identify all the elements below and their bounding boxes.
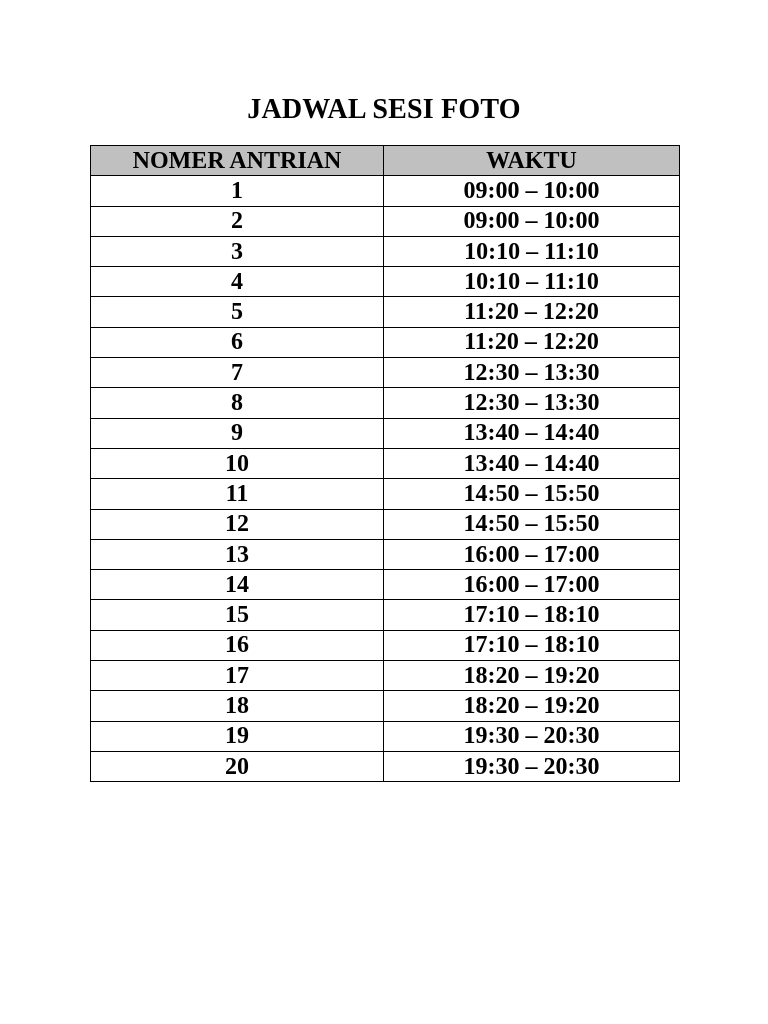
- table-row: [91, 751, 680, 781]
- time-slot-cell: 19:30 – 20:30: [384, 751, 680, 781]
- table-row: [91, 418, 680, 448]
- time-slot-cell: 14:50 – 15:50: [384, 509, 680, 539]
- table-row: [91, 206, 680, 236]
- table-row: [91, 327, 680, 357]
- table-row: [91, 509, 680, 539]
- table-row: [91, 267, 680, 297]
- time-slot-cell: 18:20 – 19:20: [384, 691, 680, 721]
- table-row: [91, 721, 680, 751]
- time-slot-cell: 11:20 – 12:20: [384, 297, 680, 327]
- queue-number-cell: 13: [91, 539, 384, 569]
- table-row: [91, 570, 680, 600]
- queue-number-cell: 16: [91, 630, 384, 660]
- time-slot-cell: 17:10 – 18:10: [384, 600, 680, 630]
- table-row: [91, 691, 680, 721]
- time-slot-cell: 13:40 – 14:40: [384, 418, 680, 448]
- queue-number-cell: 17: [91, 661, 384, 691]
- table-row: [91, 358, 680, 388]
- time-slot-cell: 11:20 – 12:20: [384, 327, 680, 357]
- time-slot-cell: 14:50 – 15:50: [384, 479, 680, 509]
- table-body: [91, 176, 680, 782]
- time-slot-cell: 09:00 – 10:00: [384, 176, 680, 206]
- table-row: [91, 539, 680, 569]
- queue-number-cell: 15: [91, 600, 384, 630]
- queue-number-cell: 6: [91, 327, 384, 357]
- queue-number-cell: 10: [91, 448, 384, 478]
- queue-number-cell: 20: [91, 751, 384, 781]
- queue-number-cell: 3: [91, 236, 384, 266]
- table-row: [91, 297, 680, 327]
- table-row: [91, 388, 680, 418]
- table-row: [91, 448, 680, 478]
- time-slot-cell: 12:30 – 13:30: [384, 388, 680, 418]
- time-slot-cell: 19:30 – 20:30: [384, 721, 680, 751]
- time-slot-cell: 16:00 – 17:00: [384, 539, 680, 569]
- queue-number-cell: 12: [91, 509, 384, 539]
- queue-number-cell: 11: [91, 479, 384, 509]
- table-row: [91, 600, 680, 630]
- queue-number-cell: 1: [91, 176, 384, 206]
- queue-number-cell: 14: [91, 570, 384, 600]
- queue-number-cell: 5: [91, 297, 384, 327]
- queue-number-cell: 2: [91, 206, 384, 236]
- time-slot-cell: 12:30 – 13:30: [384, 358, 680, 388]
- table-row: [91, 479, 680, 509]
- queue-number-cell: 7: [91, 358, 384, 388]
- time-slot-cell: 13:40 – 14:40: [384, 448, 680, 478]
- time-slot-cell: 09:00 – 10:00: [384, 206, 680, 236]
- time-slot-cell: 17:10 – 18:10: [384, 630, 680, 660]
- table-row: [91, 176, 680, 206]
- time-slot-cell: 10:10 – 11:10: [384, 236, 680, 266]
- time-slot-cell: 16:00 – 17:00: [384, 570, 680, 600]
- queue-number-cell: 8: [91, 388, 384, 418]
- queue-number-cell: 4: [91, 267, 384, 297]
- queue-number-cell: 19: [91, 721, 384, 751]
- queue-number-cell: 9: [91, 418, 384, 448]
- table-header-row: [91, 146, 680, 176]
- time-slot-cell: 18:20 – 19:20: [384, 661, 680, 691]
- column-header-time: WAKTU: [384, 146, 680, 176]
- table-row: [91, 630, 680, 660]
- time-slot-cell: 10:10 – 11:10: [384, 267, 680, 297]
- schedule-table: [90, 145, 680, 782]
- queue-number-cell: 18: [91, 691, 384, 721]
- page-title: JADWAL SESI FOTO: [247, 94, 521, 125]
- table-row: [91, 661, 680, 691]
- table-row: [91, 236, 680, 266]
- column-header-queue: NOMER ANTRIAN: [91, 146, 384, 176]
